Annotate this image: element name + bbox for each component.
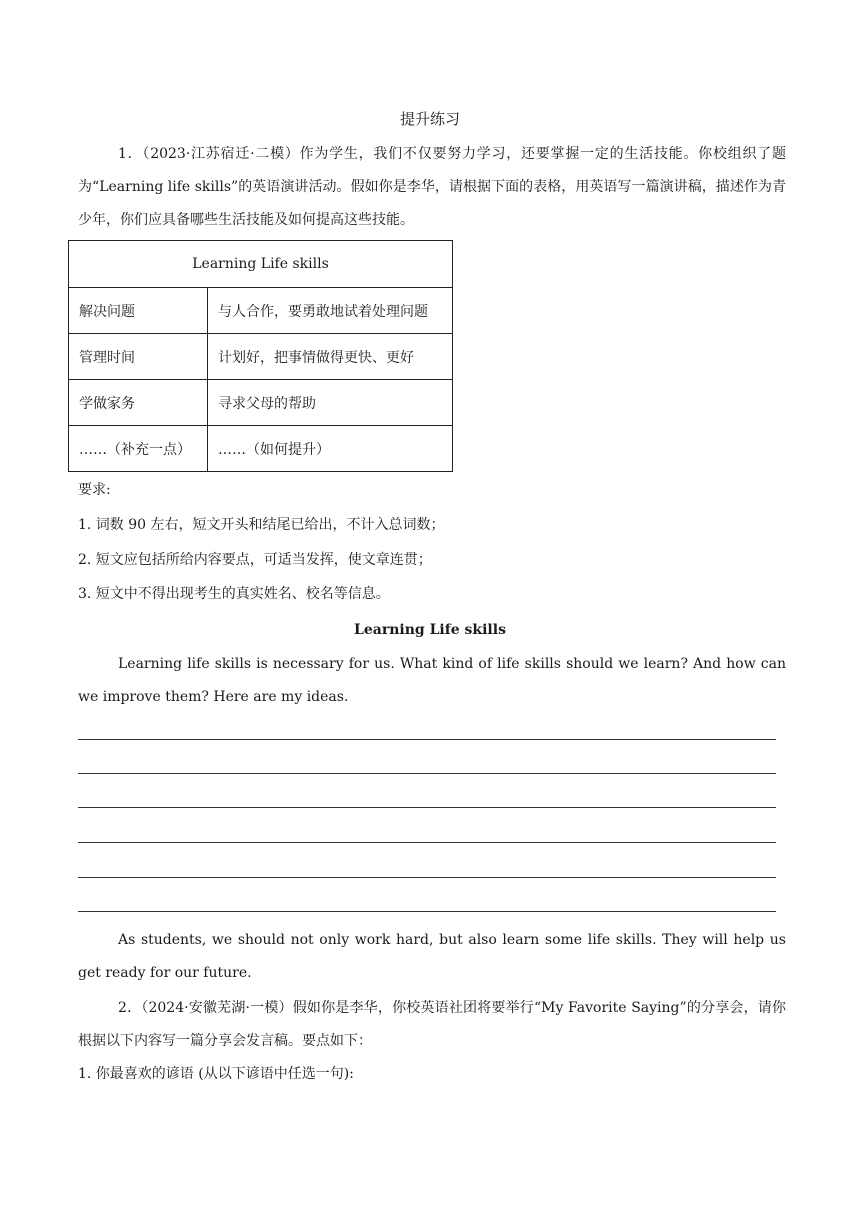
- table-row: [69, 426, 453, 472]
- answer-line: [78, 911, 776, 912]
- page-title: 提升练习: [399, 110, 460, 128]
- question-1-prompt: 1．（2023·江苏宿迁·二模）作为学生，我们不仅要努力学习，还要掌握一定的生活技能。你校组织了题为“Learning life skills”的英语演讲活动。假如你是李华，请根据下面的表格，用英语写一篇演讲稿，描述作为青少年，你们应具备哪些生活技能及如何提高这些技能。: [78, 146, 786, 228]
- requirement-item: 3. 短文中不得出现考生的真实姓名、校名等信息。: [78, 586, 390, 602]
- table-header: Learning Life skills: [69, 241, 453, 288]
- answer-line: [78, 877, 776, 878]
- answer-line: [78, 842, 776, 843]
- answer-line: [78, 773, 776, 774]
- table-cell-skill: 管理时间: [69, 334, 208, 380]
- table-cell-skill: 解决问题: [69, 288, 208, 334]
- question-2-prompt: 2．（2024·安徽芜湖·一模）假如你是李华，你校英语社团将要举行“My Favorite Saying”的分享会，请你根据以下内容写一篇分享会发言稿。要点如下：: [78, 1000, 786, 1049]
- table-cell-method: ……（如何提升）: [208, 426, 453, 472]
- requirement-item: 1. 词数 90 左右，短文开头和结尾已给出，不计入总词数；: [78, 517, 445, 533]
- table-header-row: [69, 241, 453, 288]
- answer-line: [78, 807, 776, 808]
- life-skills-table: [68, 240, 453, 472]
- table-row: [69, 380, 453, 426]
- table-row: [69, 334, 453, 380]
- table-cell-method: 与人合作，要勇敢地试着处理问题: [208, 288, 453, 334]
- question-2-point-1: 1. 你最喜欢的谚语 (从以下谚语中任选一句):: [78, 1066, 354, 1082]
- requirements-title: 要求:: [78, 482, 111, 498]
- table-row: [69, 288, 453, 334]
- essay-title: Learning Life skills: [354, 622, 506, 638]
- requirement-item: 2. 短文应包括所给内容要点，可适当发挥，使文章连贯；: [78, 552, 432, 568]
- table-cell-method: 计划好，把事情做得更快、更好: [208, 334, 453, 380]
- table-cell-skill: ……（补充一点）: [69, 426, 208, 472]
- essay-closing: As students, we should not only work hard, but also learn some life skills. They will help us get ready for our future.: [78, 932, 786, 981]
- table-cell-skill: 学做家务: [69, 380, 208, 426]
- answer-line: [78, 739, 776, 740]
- essay-opening: Learning life skills is necessary for us. What kind of life skills should we learn? And how can we improve them? Here are my ideas.: [78, 656, 786, 705]
- table-cell-method: 寻求父母的帮助: [208, 380, 453, 426]
